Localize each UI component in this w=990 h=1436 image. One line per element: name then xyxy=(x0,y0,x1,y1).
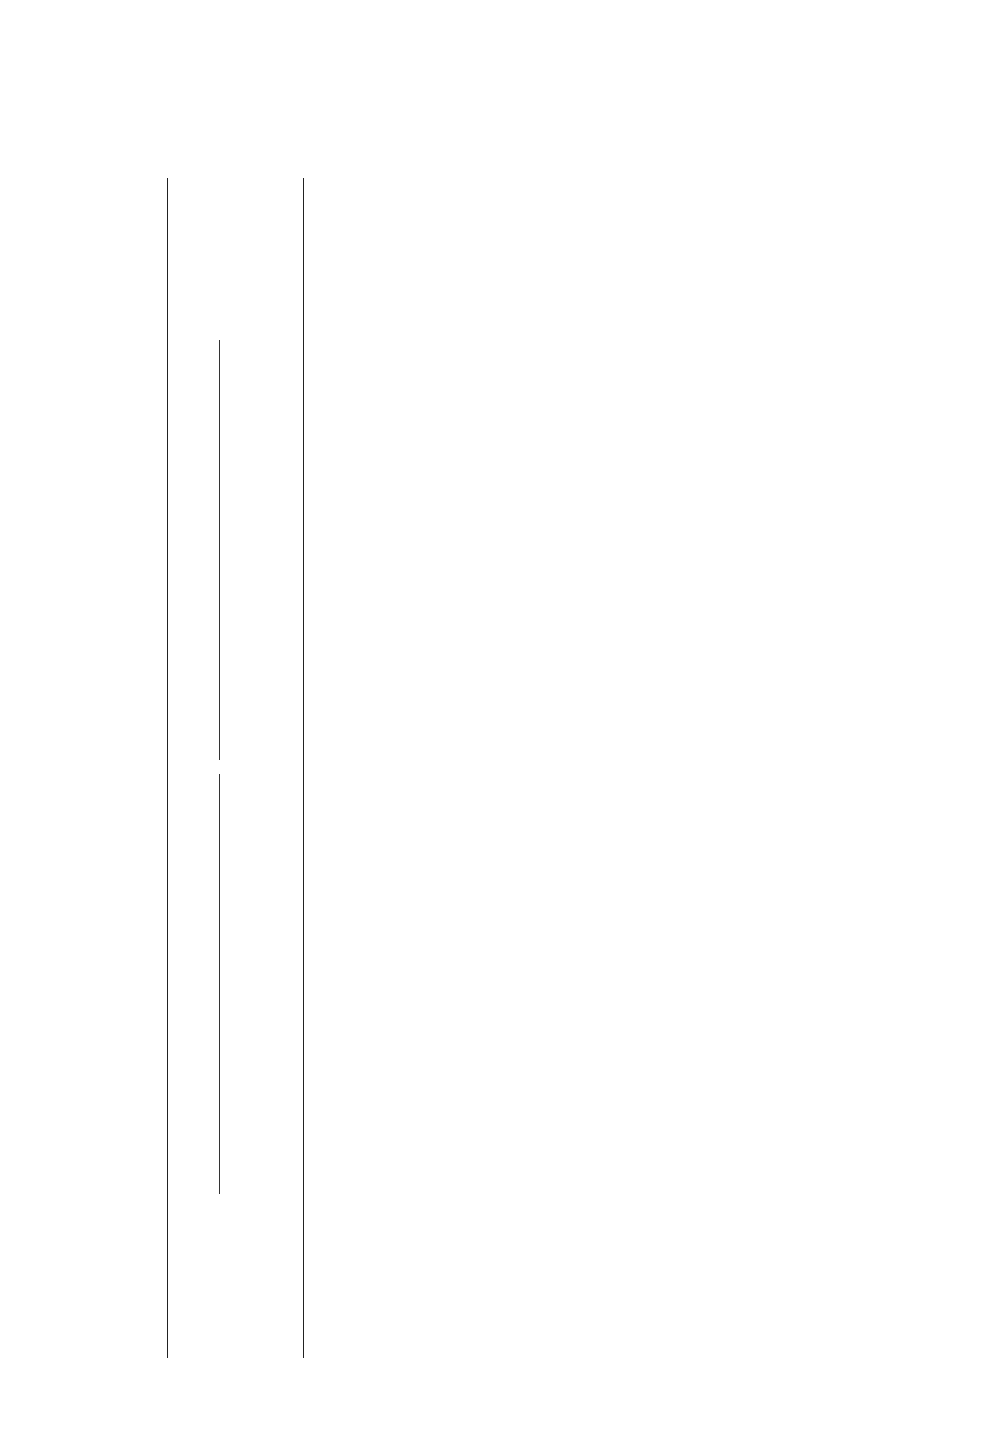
exports-group-rule xyxy=(219,340,220,760)
imports-group-rule xyxy=(219,774,220,1194)
table-top-rule xyxy=(167,178,168,1358)
table-title-thai xyxy=(122,0,148,1436)
table-header-rule xyxy=(303,178,304,1358)
